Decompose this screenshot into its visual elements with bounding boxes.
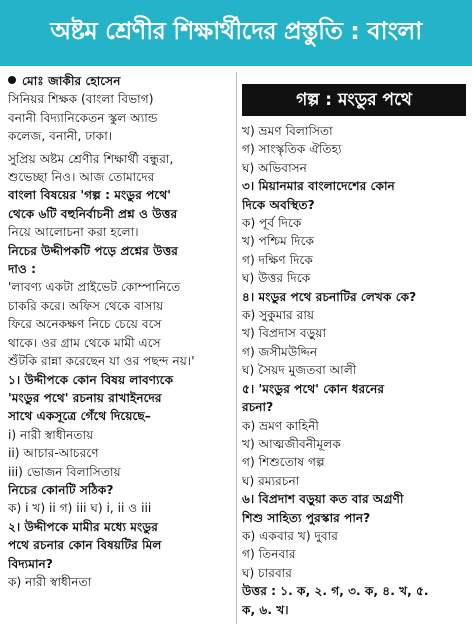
question-2-continued — [242, 122, 466, 177]
column-divider — [236, 72, 237, 624]
intro-line: শুভেচ্ছা নিও। আজ তোমাদের — [8, 170, 155, 185]
question-text: শিশু সাহিত্য পুরস্কার পান? — [242, 510, 371, 525]
question-text: সাথে একসূত্রে গেঁথে দিয়েছে– — [8, 409, 151, 424]
question-4 — [242, 288, 466, 380]
author-name: মোঃ জাকীর হোসেন — [22, 74, 121, 88]
question-item: iii) ভোজন বিলাসিতায় — [8, 464, 121, 479]
question-option: ঘ) অভিবাসন — [242, 160, 307, 175]
question-text: ৫। 'মংডুর পথে' কোন ধরনের — [242, 381, 385, 396]
question-prompt: নিচের কোনটি সঠিক? — [8, 482, 114, 497]
question-item: i) নারী স্বাধীনতায় — [8, 427, 94, 442]
question-option: ক) ভ্রমণ কাহিনী — [242, 418, 319, 433]
question-6 — [242, 490, 466, 582]
question-item: ii) আচার-আচরণে — [8, 446, 99, 461]
question-options: ক) i খ) ii গ) iii ঘ) i, ii ও iii — [8, 501, 152, 516]
question-option: ক) পূর্ব দিকে — [242, 216, 302, 231]
stimulus-line: 'লাবণ্য একটা প্রাইভেট কোম্পানিতে — [8, 280, 181, 295]
question-text: ৩। মিয়ানমার বাংলাদেশের কোন — [242, 179, 395, 194]
question-option: খ) আত্মজীবনীমূলক — [242, 436, 341, 451]
question-text: বিদ্যমান? — [8, 556, 53, 571]
question-option: ক) সুকুমার রায় — [242, 308, 315, 323]
question-1 — [8, 371, 234, 518]
stimulus-line: চাকরি করে। অফিস থেকে বাসায় — [8, 298, 164, 313]
question-text: ৬। বিপ্রদাশ বড়ুয়া কত বার অগ্রণী — [242, 492, 404, 507]
intro-line: বাংলা বিষয়ের 'গল্প : মংডুর পথে' — [8, 188, 171, 203]
question-option: ঘ) উত্তর দিকে — [242, 271, 311, 286]
stimulus-instruction: নিচের উদ্দীপকটি পড়ে প্রশ্নের উত্তর — [8, 243, 178, 258]
question-option: ঘ) রম্যরচনা — [242, 473, 300, 488]
answer-line: ক, ৬. খ। — [242, 602, 289, 617]
question-3 — [242, 177, 466, 287]
left-column — [8, 72, 234, 591]
answer-line: উত্তর : ১. ক, ২. গ, ৩. ক, ৪. খ, ৫. — [242, 584, 429, 599]
question-text: ৪। মংডুর পথে রচনাটির লেখক কে? — [242, 289, 417, 304]
question-option: ঘ) সৈয়দ মুজতবা আলী — [242, 363, 357, 378]
question-option: গ) জসীমউদ্দিন — [242, 344, 318, 359]
intro-line: নিয়ে আলোচনা করা হলো। — [8, 225, 139, 240]
stimulus-line: ফিরে অনেকক্ষণ নিচে চেয়ে বসে — [8, 317, 162, 332]
question-option: খ) ভ্রমণ বিলাসিতা — [242, 124, 333, 138]
question-text: দিকে অবস্থিত? — [242, 197, 315, 212]
question-option: গ) সাংস্কৃতিক ঐতিহ্য — [242, 142, 342, 157]
article-banner — [0, 0, 472, 66]
question-text: ২। উদ্দীপকে মামীর মধ্যে মংডুর — [8, 519, 158, 534]
question-text: 'মংডুর পথে' রচনায় রাখাইনদের — [8, 390, 162, 405]
stimulus-instruction: দাও : — [8, 262, 37, 277]
author-name-line — [8, 72, 234, 90]
story-title: গল্প : মংডুর পথে — [242, 84, 466, 116]
right-column — [242, 84, 466, 619]
question-option: ঘ) চারবার — [242, 565, 292, 580]
question-option: খ) বিপ্রদাস বড়ুয়া — [242, 326, 327, 341]
intro-paragraph — [8, 150, 234, 242]
question-option: গ) শিশুতোষ গল্প — [242, 455, 325, 470]
stimulus-line: শুঁটকি রান্না করেছেন যা ওর পছন্দ নয়।' — [8, 354, 195, 369]
author-institution: বনানী বিদ্যানিকেতন স্কুল অ্যান্ড — [8, 110, 158, 125]
question-option: গ) তিনবার — [242, 547, 296, 562]
question-option: ক) নারী স্বাধীনতা — [8, 574, 92, 589]
intro-line: থেকে ৬টি বহুনির্বাচনী প্রশ্ন ও উত্তর — [8, 206, 178, 221]
answer-key — [242, 582, 466, 619]
question-option: ক) একবার খ) দুবার — [242, 528, 338, 543]
question-text: রচনা? — [242, 400, 274, 415]
author-institution: কলেজ, বনানী, ঢাকা। — [8, 129, 113, 144]
stimulus-line: থাকে। ওর গ্রাম থেকে মামী এসে — [8, 335, 161, 350]
question-text: পথে রচনার কোন বিষয়টির মিল — [8, 538, 162, 553]
banner-title: অষ্টম শ্রেণীর শিক্ষার্থীদের প্রস্তুতি : বাংলা — [50, 17, 422, 45]
question-5 — [242, 380, 466, 490]
bullet-icon — [8, 76, 16, 84]
question-text: ১। উদ্দীপকে কোন বিষয় লাবণ্যকে — [8, 372, 174, 387]
question-2 — [8, 518, 234, 592]
author-designation: সিনিয়র শিক্ষক (বাংলা বিভাগ) — [8, 92, 154, 107]
intro-line: সুপ্রিয় অষ্টম শ্রেণীর শিক্ষার্থী বন্ধুরা, — [8, 151, 174, 166]
stimulus-passage — [8, 278, 234, 370]
question-option: গ) দক্ষিণ দিকে — [242, 252, 313, 267]
question-option: খ) পশ্চিম দিকে — [242, 234, 315, 249]
